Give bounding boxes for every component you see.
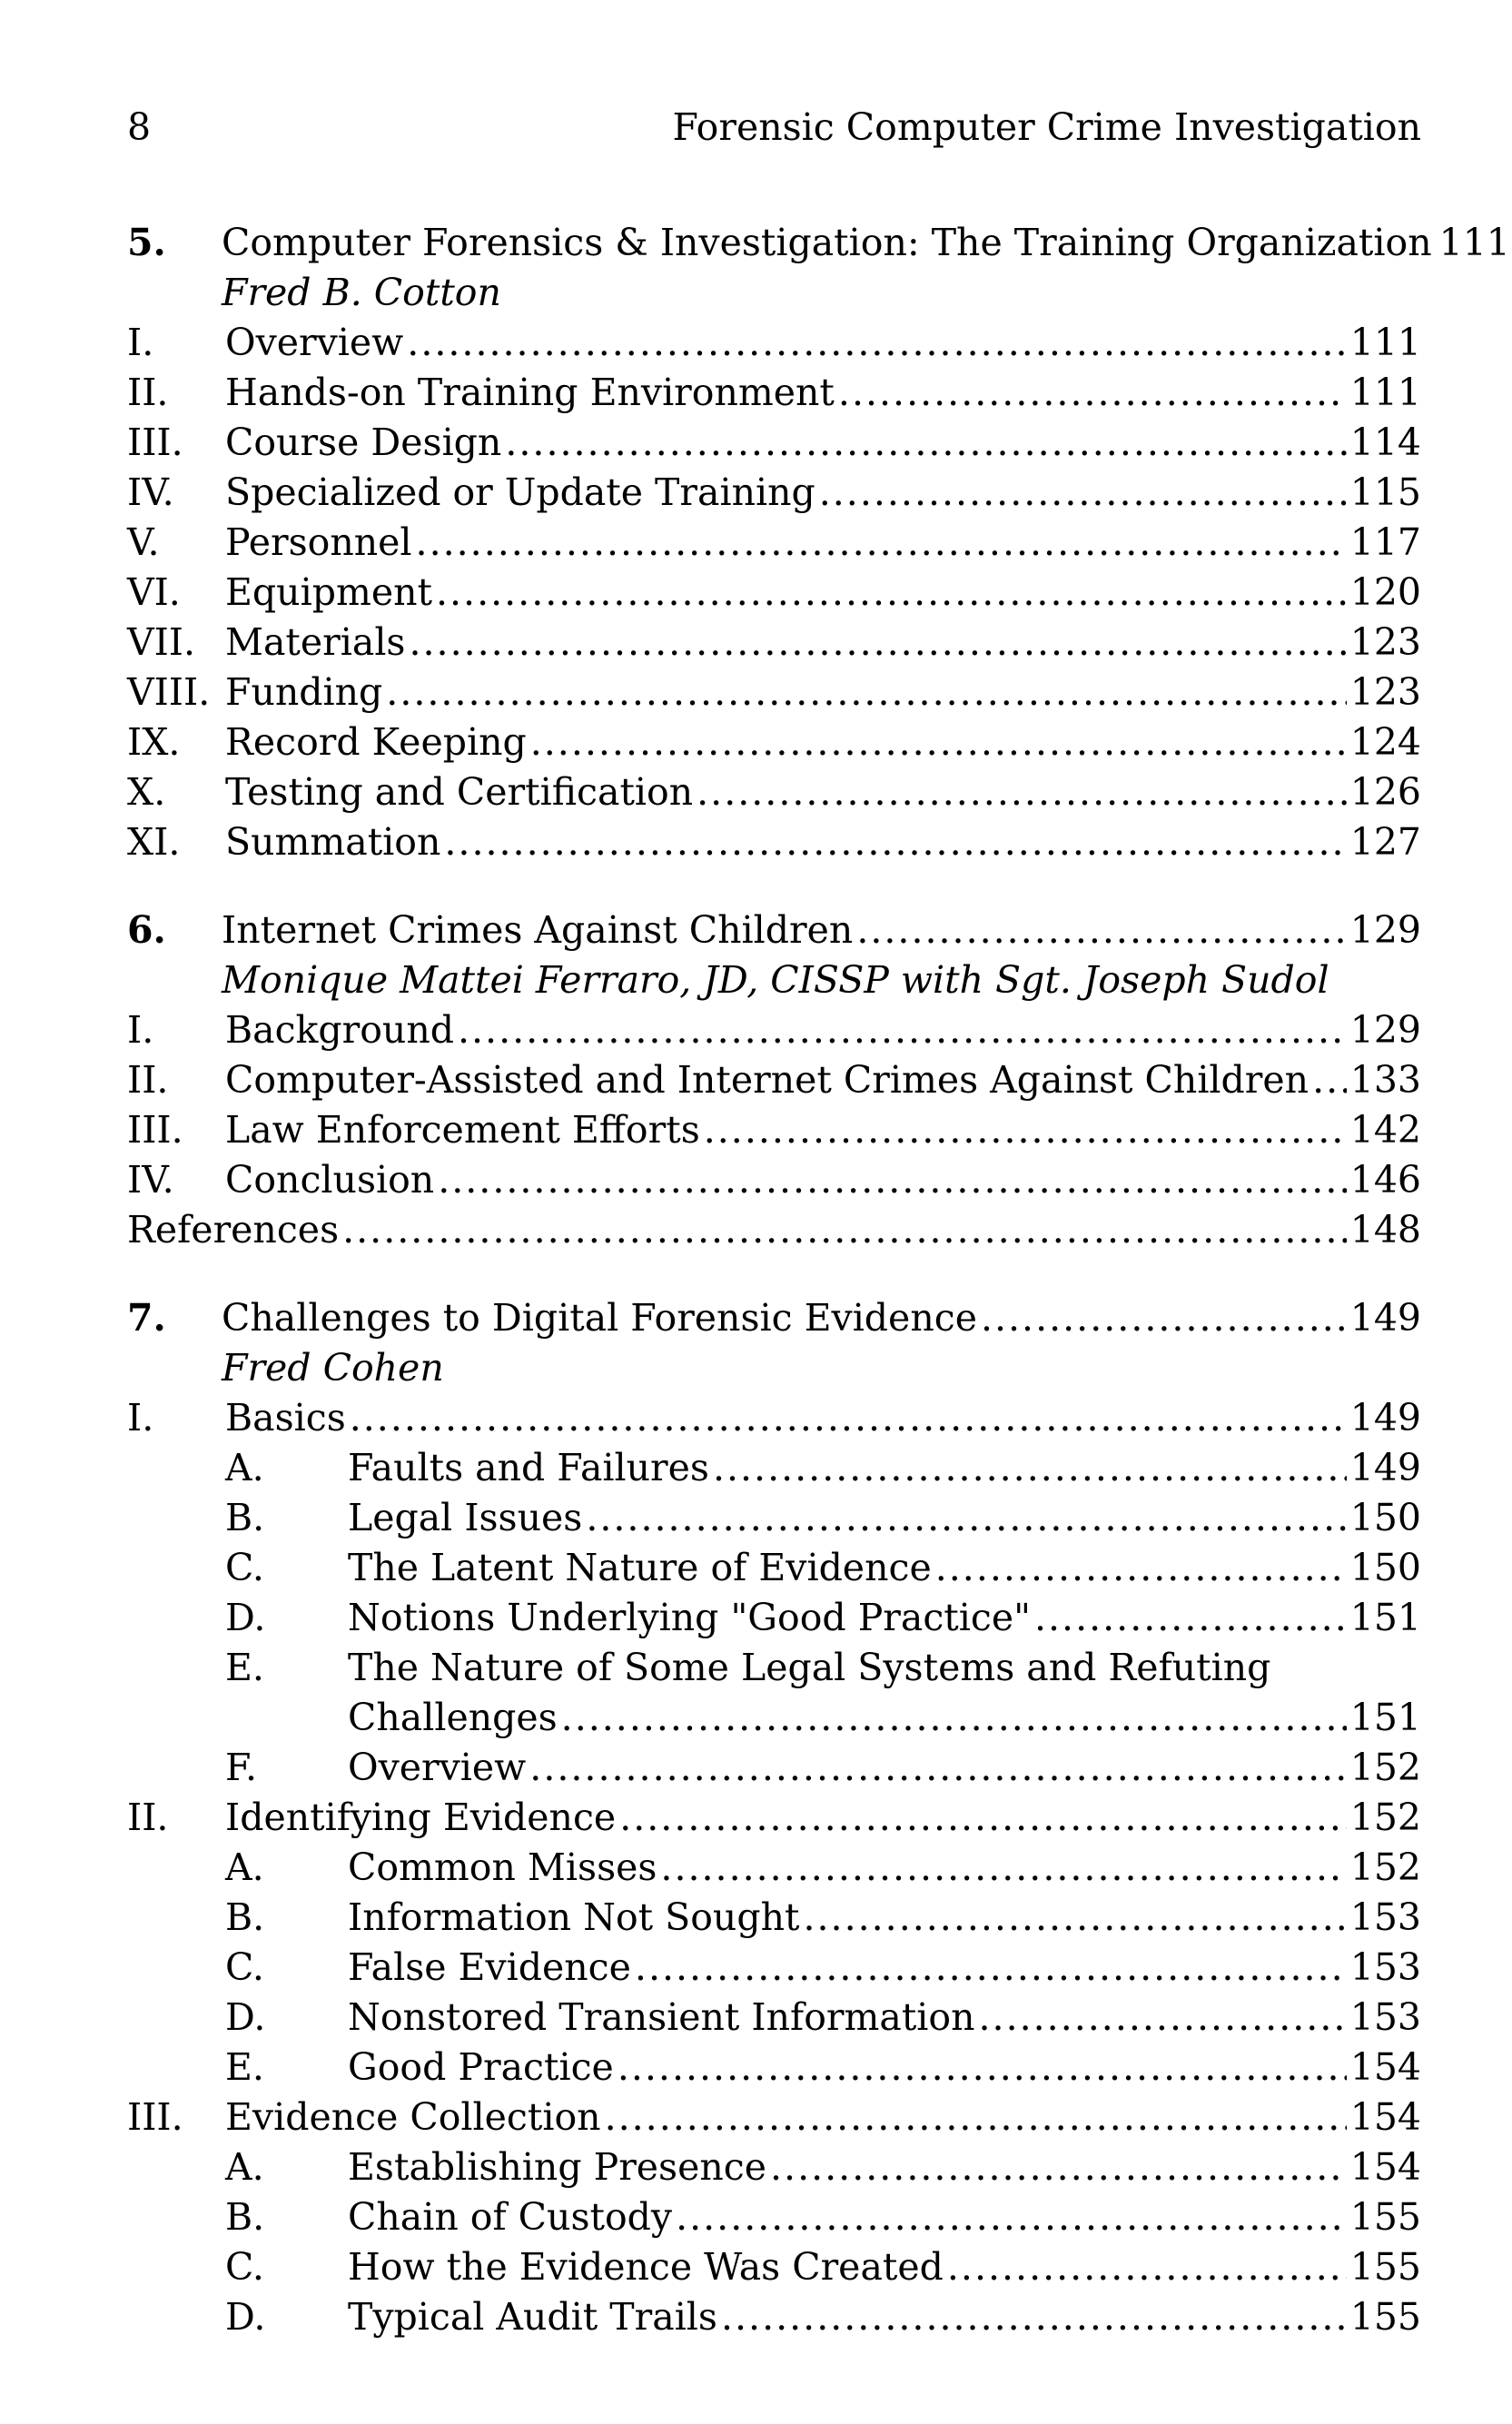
chapter-title: Internet Crimes Against Children <box>222 908 854 952</box>
subsection-letter: C. <box>225 2245 264 2289</box>
section-title: Course Design <box>225 420 502 464</box>
toc-subentry[interactable] <box>127 2292 1421 2342</box>
page-ref: 129 <box>1349 908 1421 952</box>
dot-leader <box>676 2192 1347 2242</box>
section-title: Overview <box>225 321 404 364</box>
references-title: References <box>127 1208 340 1252</box>
section-title: Record Keeping <box>225 720 527 764</box>
subsection-title: How the Evidence Was Created <box>348 2245 944 2289</box>
section-title: Law Enforcement Efforts <box>225 1108 700 1152</box>
page-ref: 154 <box>1349 2045 1421 2089</box>
chapter-5-entry[interactable] <box>127 218 1510 268</box>
page-ref: 120 <box>1349 570 1421 614</box>
page-ref: 153 <box>1349 1945 1421 1989</box>
section-number: X. <box>127 770 166 814</box>
section-number: XI. <box>127 820 181 864</box>
page-ref: 154 <box>1349 2095 1421 2139</box>
dot-leader <box>530 717 1347 767</box>
section-title: Summation <box>225 820 441 864</box>
dot-leader <box>386 668 1346 717</box>
section-number: IX. <box>127 720 181 764</box>
section-number: V. <box>127 520 160 564</box>
dot-leader <box>721 2292 1347 2342</box>
dot-leader <box>586 1493 1346 1543</box>
section-number: III. <box>127 1108 183 1152</box>
dot-leader <box>409 618 1346 668</box>
subsection-letter: B. <box>225 2195 265 2239</box>
dot-leader <box>981 1293 1347 1343</box>
dot-leader <box>635 1943 1347 1993</box>
toc-subentry[interactable] <box>127 2192 1421 2242</box>
subsection-letter: C. <box>225 1546 264 1589</box>
toc-entry[interactable] <box>127 1105 1421 1155</box>
page-ref: 150 <box>1349 1496 1421 1539</box>
section-number: I. <box>127 1396 154 1440</box>
dot-leader <box>713 1443 1347 1493</box>
dot-leader <box>342 1205 1347 1255</box>
chapter-6-entry[interactable] <box>127 905 1421 955</box>
section-number: III. <box>127 2095 183 2139</box>
page-ref: 152 <box>1349 1845 1421 1889</box>
dot-leader <box>856 905 1346 955</box>
section-title: Identifying Evidence <box>225 1796 617 1839</box>
toc-subentry[interactable] <box>127 1943 1421 1993</box>
page-ref: 123 <box>1349 620 1421 664</box>
toc-entry[interactable] <box>127 518 1421 568</box>
page-ref: 111 <box>1349 321 1421 364</box>
chapter-title: Challenges to Digital Forensic Evidence <box>222 1296 977 1340</box>
section-title: Evidence Collection <box>225 2095 601 2139</box>
toc-subentry[interactable] <box>127 1643 1421 1693</box>
dot-leader <box>838 368 1347 418</box>
toc-subentry[interactable] <box>127 2242 1421 2292</box>
dot-leader <box>1312 1055 1347 1105</box>
toc-subentry[interactable] <box>127 1893 1421 1943</box>
page-ref: 154 <box>1349 2145 1421 2189</box>
dot-leader <box>458 1005 1347 1055</box>
toc-subentry[interactable] <box>127 1843 1421 1893</box>
subsection-title: Overview <box>348 1746 527 1789</box>
section-number: II. <box>127 1058 169 1102</box>
chapter-author <box>127 1343 1421 1393</box>
section-number: III. <box>127 420 183 464</box>
toc-entry[interactable] <box>127 1055 1421 1105</box>
toc-subentry[interactable] <box>127 2043 1421 2093</box>
toc-entry[interactable] <box>127 1005 1421 1055</box>
dot-leader <box>416 518 1347 568</box>
dot-leader <box>619 1793 1347 1843</box>
subsection-title: Nonstored Transient Information <box>348 1995 975 2039</box>
toc-subentry[interactable] <box>127 1993 1421 2043</box>
page-ref: 126 <box>1349 770 1421 814</box>
subsection-title: Information Not Sought <box>348 1895 800 1939</box>
toc-entry[interactable] <box>127 1155 1421 1205</box>
table-of-contents <box>127 218 1510 2342</box>
dot-leader <box>436 568 1347 618</box>
page-ref: 151 <box>1349 1696 1421 1739</box>
section-title: Basics <box>225 1396 346 1440</box>
subsection-letter: F. <box>225 1746 258 1789</box>
section-title: Personnel <box>225 520 412 564</box>
subsection-title: The Latent Nature of Evidence <box>348 1546 932 1589</box>
page-ref: 155 <box>1349 2195 1421 2239</box>
toc-subentry[interactable] <box>127 1593 1421 1643</box>
toc-entry[interactable] <box>127 668 1421 717</box>
subsection-title: Chain of Custody <box>348 2195 673 2239</box>
section-number: VII. <box>127 620 196 664</box>
author-name: Monique Mattei Ferraro, JD, CISSP with Sgt. Joseph Sudol <box>222 958 1329 1002</box>
section-title: Equipment <box>225 570 432 614</box>
page-ref: 149 <box>1349 1446 1421 1489</box>
page-ref: 152 <box>1349 1746 1421 1789</box>
dot-leader <box>350 1393 1347 1443</box>
chapter-author <box>127 955 1421 1005</box>
page-ref: 149 <box>1349 1396 1421 1440</box>
chapter-title: Computer Forensics & Investigation: The Training Organization <box>222 221 1432 264</box>
subsection-letter: D. <box>225 2295 266 2339</box>
section-number: VIII. <box>127 670 211 714</box>
toc-entry[interactable] <box>127 1393 1421 1443</box>
dot-leader <box>605 2093 1347 2142</box>
toc-subentry[interactable] <box>127 2142 1421 2192</box>
author-name: Fred B. Cotton <box>222 271 501 314</box>
toc-subentry[interactable] <box>127 1443 1421 1493</box>
subsection-letter: E. <box>225 2045 264 2089</box>
page-ref: 153 <box>1349 1895 1421 1939</box>
subsection-title: Notions Underlying "Good Practice" <box>348 1596 1031 1639</box>
toc-entry[interactable] <box>127 817 1421 867</box>
page-ref: 146 <box>1349 1158 1421 1202</box>
dot-leader <box>660 1843 1346 1893</box>
dot-leader <box>697 767 1347 817</box>
author-name: Fred Cohen <box>222 1346 444 1390</box>
toc-entry[interactable] <box>127 418 1421 468</box>
chapter-author <box>127 268 1421 318</box>
subsection-title: Legal Issues <box>348 1496 583 1539</box>
section-title: Computer-Assisted and Internet Crimes Against Children <box>225 1058 1309 1102</box>
page-number: 8 <box>127 105 152 149</box>
references-entry[interactable] <box>127 1205 1421 1255</box>
section-title: Materials <box>225 620 406 664</box>
subsection-title: Common Misses <box>348 1845 657 1889</box>
dot-leader <box>770 2142 1347 2192</box>
subsection-title: Typical Audit Trails <box>348 2295 717 2339</box>
page-ref: 155 <box>1349 2295 1421 2339</box>
chapter-number: 7. <box>127 1296 166 1340</box>
page-ref: 111 <box>1349 371 1421 414</box>
dot-leader <box>529 1743 1346 1793</box>
dot-leader <box>438 1155 1347 1205</box>
subsection-letter: D. <box>225 1995 266 2039</box>
page-ref: 133 <box>1349 1058 1421 1102</box>
subsection-letter: C. <box>225 1945 264 1989</box>
page-ref: 155 <box>1349 2245 1421 2289</box>
toc-entry[interactable] <box>127 767 1421 817</box>
subsection-title: Faults and Failures <box>348 1446 709 1489</box>
subsection-title: The Nature of Some Legal Systems and Refuting <box>348 1646 1271 1689</box>
subsection-title: Good Practice <box>348 2045 614 2089</box>
subsection-letter: E. <box>225 1646 264 1689</box>
page-ref: 123 <box>1349 670 1421 714</box>
subsection-letter: B. <box>225 1895 265 1939</box>
dot-leader <box>618 2043 1347 2093</box>
toc-entry[interactable] <box>127 618 1421 668</box>
toc-entry[interactable] <box>127 318 1421 368</box>
page-ref: 117 <box>1349 520 1421 564</box>
dot-leader <box>947 2242 1347 2292</box>
page-ref: 150 <box>1349 1546 1421 1589</box>
toc-entry[interactable] <box>127 568 1421 618</box>
section-title: Conclusion <box>225 1158 435 1202</box>
page-ref: 153 <box>1349 1995 1421 2039</box>
dot-leader <box>1034 1593 1347 1643</box>
toc-entry[interactable] <box>127 1793 1421 1843</box>
section-number: IV. <box>127 470 174 514</box>
section-number: II. <box>127 1796 169 1839</box>
dot-leader <box>819 468 1347 518</box>
subsection-title-continued: Challenges <box>348 1696 558 1739</box>
toc-subentry[interactable] <box>127 1543 1421 1593</box>
section-title: Testing and Certification <box>225 770 694 814</box>
section-number: I. <box>127 321 154 364</box>
chapter-gap <box>127 867 1421 905</box>
chapter-number: 6. <box>127 908 166 952</box>
section-title: Funding <box>225 670 383 714</box>
page-ref: 148 <box>1349 1208 1421 1252</box>
subsection-letter: A. <box>225 1446 264 1489</box>
section-number: I. <box>127 1008 154 1052</box>
toc-entry[interactable] <box>127 2093 1421 2142</box>
page-ref: 115 <box>1349 470 1421 514</box>
page-ref: 114 <box>1349 420 1421 464</box>
subsection-title: False Evidence <box>348 1945 631 1989</box>
section-title: Background <box>225 1008 454 1052</box>
dot-leader <box>444 817 1346 867</box>
dot-leader <box>979 1993 1347 2043</box>
page-ref: 129 <box>1349 1008 1421 1052</box>
toc-subentry[interactable] <box>127 1743 1421 1793</box>
subsection-letter: D. <box>225 1596 266 1639</box>
page-ref: 152 <box>1349 1796 1421 1839</box>
subsection-letter: A. <box>225 2145 264 2189</box>
toc-entry[interactable] <box>127 717 1421 767</box>
toc-subentry-continuation[interactable] <box>127 1693 1421 1743</box>
dot-leader <box>407 318 1346 368</box>
chapter-gap <box>127 1255 1421 1293</box>
section-number: VI. <box>127 570 181 614</box>
running-title: Forensic Computer Crime Investigation <box>672 105 1421 149</box>
dot-leader <box>505 418 1346 468</box>
toc-entry[interactable] <box>127 368 1421 418</box>
subsection-letter: A. <box>225 1845 264 1889</box>
dot-leader <box>935 1543 1347 1593</box>
dot-leader <box>561 1693 1347 1743</box>
section-title: Specialized or Update Training <box>225 470 815 514</box>
toc-entry[interactable] <box>127 468 1421 518</box>
section-number: II. <box>127 371 169 414</box>
page-ref: 149 <box>1349 1296 1421 1340</box>
subsection-title: Establishing Presence <box>348 2145 766 2189</box>
page-header <box>127 100 1421 154</box>
chapter-7-entry[interactable] <box>127 1293 1421 1343</box>
page-ref: 142 <box>1349 1108 1421 1152</box>
chapter-number: 5. <box>127 221 166 264</box>
section-number: IV. <box>127 1158 174 1202</box>
page-ref: 124 <box>1349 720 1421 764</box>
page-ref: 127 <box>1349 820 1421 864</box>
subsection-letter: B. <box>225 1496 265 1539</box>
toc-subentry[interactable] <box>127 1493 1421 1543</box>
section-title: Hands-on Training Environment <box>225 371 835 414</box>
dot-leader <box>704 1105 1347 1155</box>
page-ref: 151 <box>1349 1596 1421 1639</box>
dot-leader <box>803 1893 1346 1943</box>
page-ref: 111 <box>1438 221 1510 264</box>
